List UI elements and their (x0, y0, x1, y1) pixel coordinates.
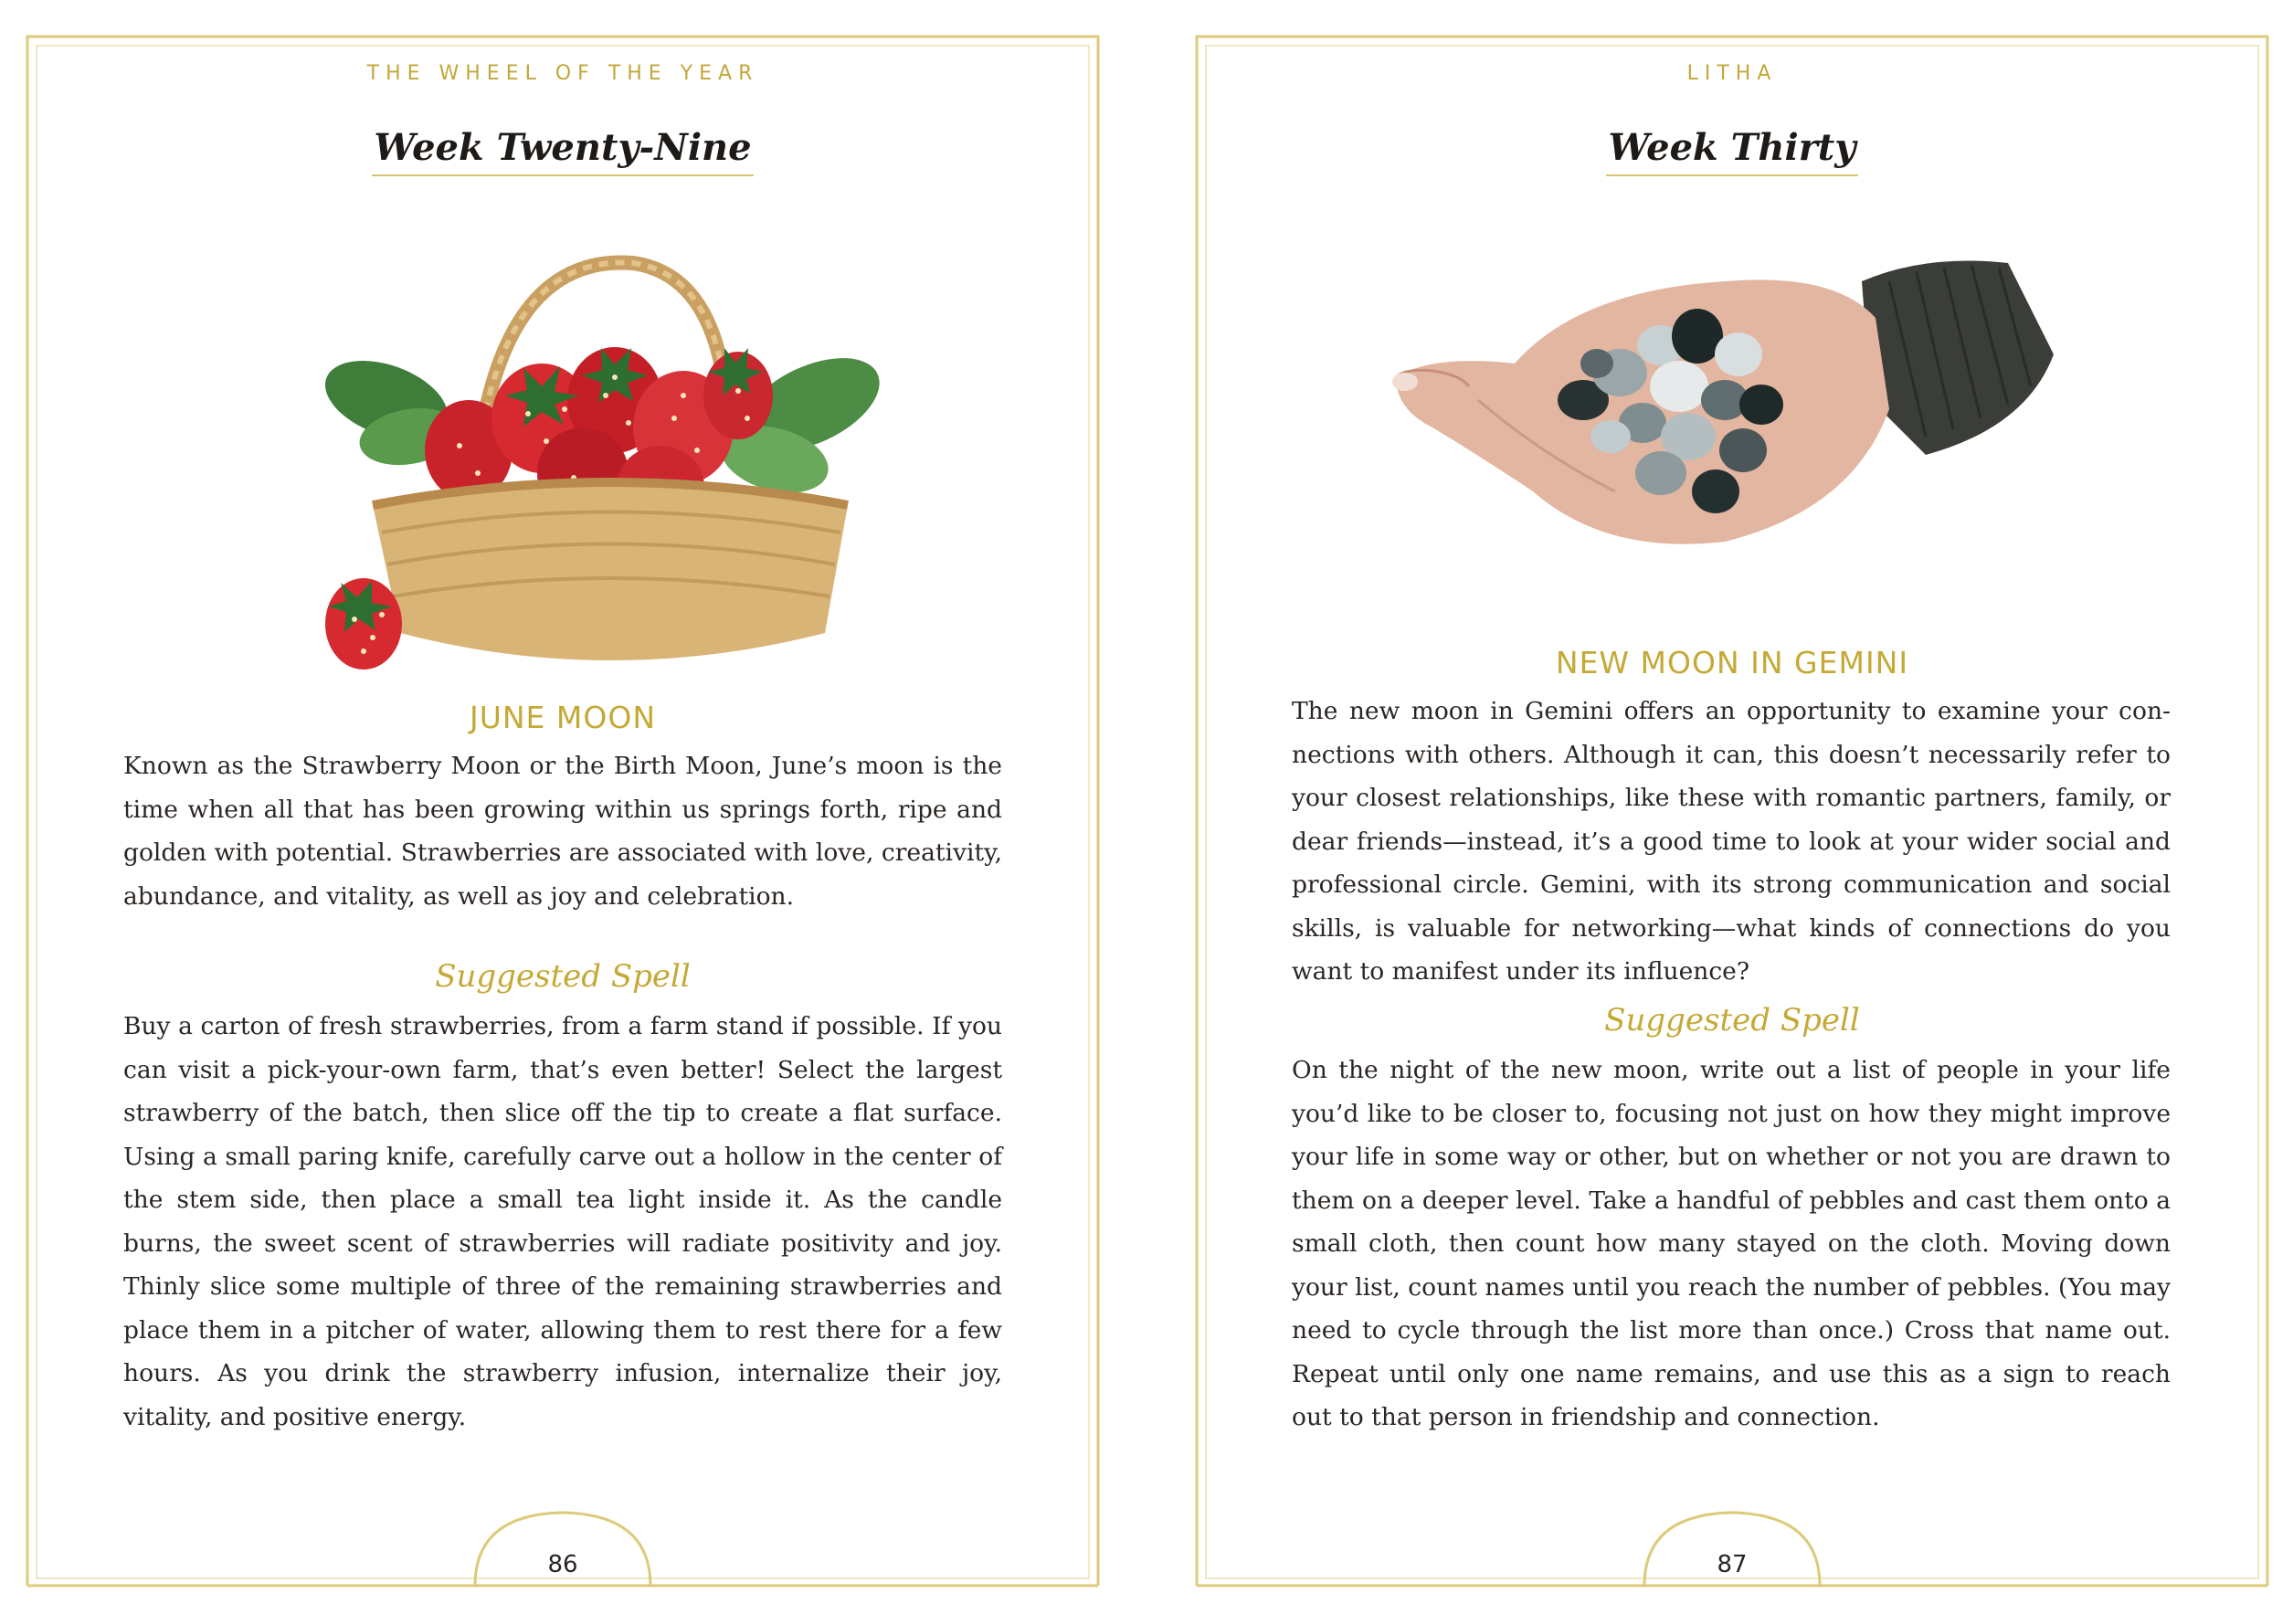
week-title: Week Twenty-Nine (26, 126, 1100, 176)
right-page (1195, 35, 2269, 1587)
section-body-text: The new moon in Gemini offers an opportunity to examine your connections with others. Although it can, this doesn’t necessarily refer to your closest relationships, like these with romantic partners, family, or dear friends—instead, it’s a good time to look at your wider social and professional circle. Gemini, with its strong communication and social skills, is valuable for networking—what kinds of connections do you want to manifest under its influence? (1292, 697, 2171, 986)
page-number: 87 (1717, 1551, 1748, 1578)
hand-holding-pebbles-illustration (1378, 217, 2127, 583)
spell-body-text: On the night of the new moon, write out a list of people in your life you’d like to be closer to, focusing not just on how they might improve your life in some way or other, but on whether or not you are drawn to them on a deeper level. Take a handful of pebbles and cast them onto a small cloth, then count how many stayed on the cloth. Moving down your list, count names until you reach the number of pebbles. (You may need to cycle through the list more than once.) Cross that name out. Repeat until only one name remains, and use this as a sign to reach out to that person in friendship and connection. (1292, 1056, 2171, 1431)
left-page (26, 35, 1100, 1587)
running-head: THE WHEEL OF THE YEAR (366, 62, 759, 85)
section-body-text: Known as the Strawberry Moon or the Birth Moon, June’s moon is the time when all that has been growing within us springs forth, ripe and golden with potential. Strawberries are associated with love, creativity, abundance, and vitality, as well as joy and celebration. (123, 752, 1002, 911)
spell-heading: Suggested Spell (1604, 1002, 1860, 1039)
strawberry-basket-illustration (300, 231, 921, 688)
running-head: LITHA (1686, 62, 1778, 85)
spell-heading: Suggested Spell (435, 958, 691, 995)
section-heading: JUNE MOON (469, 700, 657, 735)
week-title: Week Thirty (1195, 126, 2269, 176)
section-heading: NEW MOON IN GEMINI (1555, 645, 1909, 680)
page-number: 86 (547, 1551, 578, 1578)
spell-body-text: Buy a carton of fresh strawberries, from a farm stand if possible. If you can visit a pick-your-own farm, that’s even better! Select the largest strawberry of the batch, then slice off the tip to create a flat surface. Using a small paring knife, carefully carve out a hollow in the center of the stem side, then place a small tea light inside it. As the candle burns, the sweet scent of strawberries will radiate positivity and joy. Thinly slice some multiple of three of the remaining strawberries and place them in a pitcher of water, allowing them to rest there for a few hours. As you drink the strawberry infusion, internalize their joy, vitality, and positive energy. (123, 1012, 1002, 1431)
